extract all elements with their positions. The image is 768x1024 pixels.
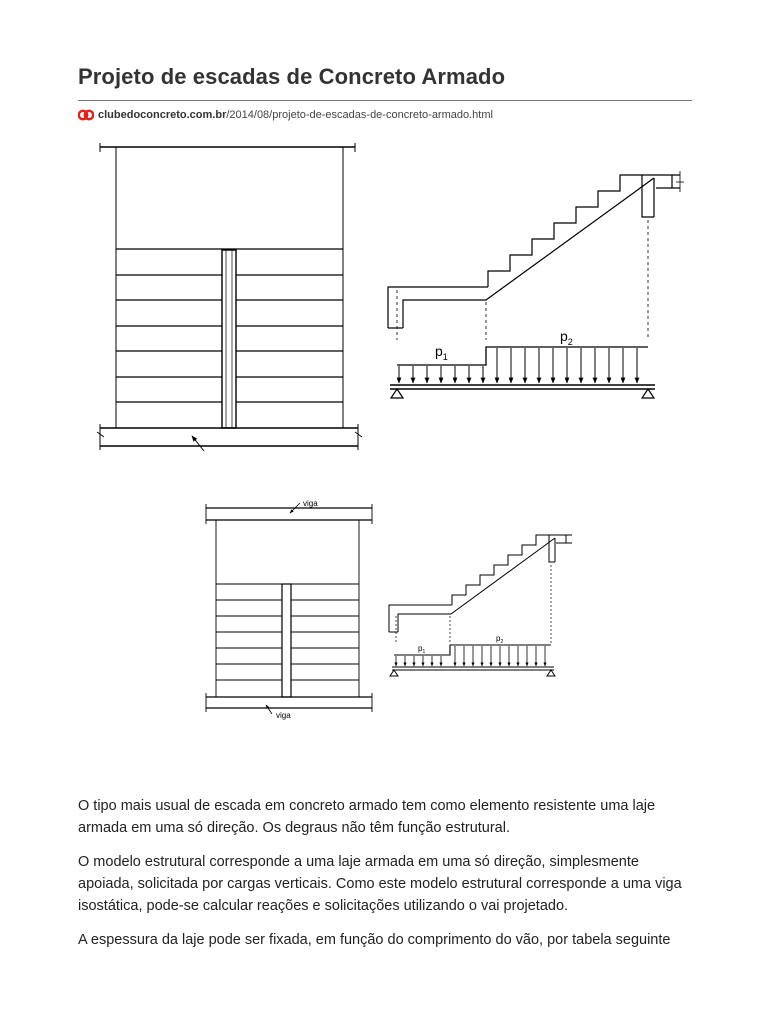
load-label-p1: $p_1$ bbox=[435, 343, 448, 362]
source-path: /2014/08/projeto-de-escadas-de-concreto-armado.html bbox=[226, 109, 493, 121]
beam-label-top: viga bbox=[303, 499, 318, 508]
paragraph-3: A espessura da laje pode ser fixada, em função do comprimento do vão, por tabela seguinte bbox=[78, 932, 671, 948]
paragraph-1: O tipo mais usual de escada em concreto armado tem como elemento resistente uma laje armada em uma só direção. Os degraus não têm função estrutural. bbox=[78, 798, 656, 836]
beam-label-bottom: viga bbox=[276, 711, 291, 720]
load-label-p1-small: $p_1$ bbox=[418, 644, 426, 655]
paragraph-2: O modelo estrutural corresponde a uma laje armada em uma só direção, simplesmente apoiada, solicitada por cargas verticais. Como este modelo estrutural corresponde a uma viga isostática, pode-se calcular reações e solicitações utilizando o vai projetado. bbox=[78, 854, 682, 914]
source-domain-link[interactable]: clubedoconcreto.com.br bbox=[98, 109, 227, 121]
pin-support-left-small-icon bbox=[390, 670, 398, 676]
load-label-p2-small: $p_2$ bbox=[496, 634, 504, 645]
page-title: Projeto de escadas de Concreto Armado bbox=[78, 64, 506, 89]
load-diagram-small bbox=[390, 645, 555, 676]
stair-plan-view-small bbox=[206, 503, 372, 714]
stair-section-view-small bbox=[389, 535, 572, 644]
load-label-p2: $p_2$ bbox=[560, 328, 573, 347]
pin-support-right-small-icon bbox=[547, 670, 555, 676]
